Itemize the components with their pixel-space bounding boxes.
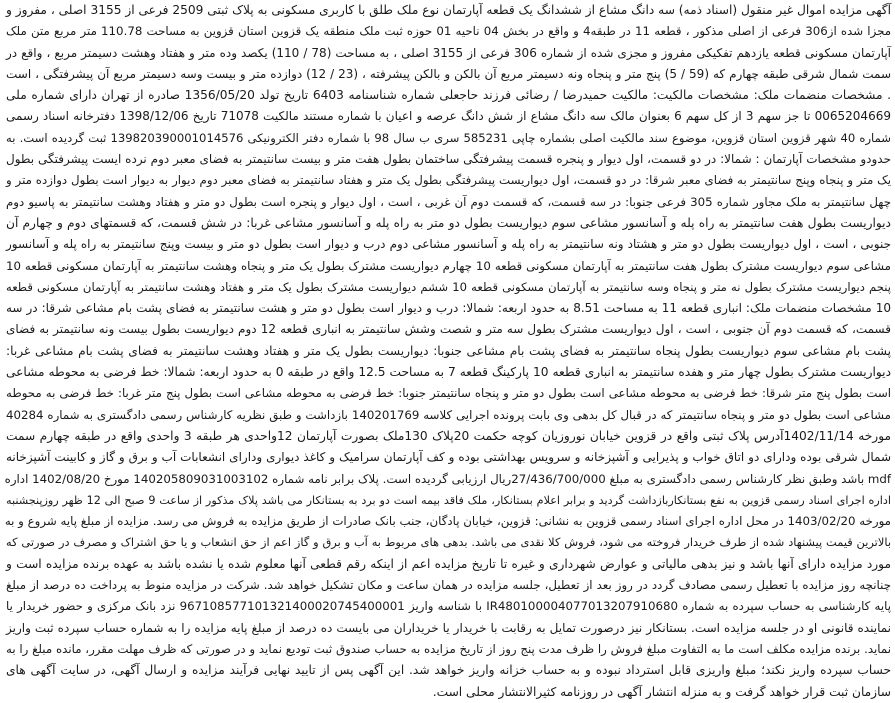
notice-line: یک متر و پنجاه وپنج سانتیمتر به فضای معبر شرقا: در دو قسمت، اول دیواریست پیشرفتگی بطول یک متر و هفتاد سانتیمتر به فضای معبر دوم دیوار به دیوار است بطول دوازده متر و: [6, 173, 891, 188]
notice-line: مورخه 1402/11/14آدرس پلاک ثبتی واقع در قزوین خیابان نوروزیان کوچه حکمت 20پلاک 130ملک بصورت آپارتمان 12واحدی هر طبقه 3 واحدی واقع در طبقه چهارم سمت: [6, 428, 892, 443]
notice-line: شمال شرقی بوده ودارای دو اتاق خواب و پذیرایی و آشپزخانه و سرویس بهداشتی بوده و کف آپارتمان سرامیک و کاغذ دیواری ودارای انشعابات آب و برق و گاز و کابینت آشپزخانه: [6, 450, 891, 465]
notice-line: . مشخصات منضمات ملک: مشخصات مالکیت: مالکیت حمیدرضا / رضائی فرزند حاجعلی شماره شناسنامه 6403 تاریخ تولد 1356/05/20 صادره از تهران دارای شماره ملی: [6, 88, 891, 103]
notice-line: پایه کارشناسی به حساب سپرده به شماره IR480100004077013207910680 با شناسه واریز 967108577101321400020745400001 نزد بانک مرکزی و حضور خریدار یا: [6, 599, 891, 614]
notice-line: دیواریست مشترک بطول چهار متر و هفده سانتیمتر به انباری قطعه 10 پارکینگ قطعه 7 به مساحت 12.5 واقع در طبقه 0 به حدود اربعه: شمالا: خط فرضی به محوطه مشاعی: [6, 365, 891, 380]
notice-line: قسمت، که قسمت دوم آن جنوبی ، است ، اول دیواریست مشترک بطول سه متر و شصت وشش سانتیمتر به انباری قطعه 12 دوم دیواریست بطول بیست ونه سانتیمتر به فضای: [6, 322, 891, 337]
notice-line: بالاترین قیمت پیشنهاد شده از طرف خریدار فروخته می شود، فروش کلا نقدی می باشد. بدهی های مربوط به آب و برق و گاز اعم از حق انشعاب و یا حق اشتراک و مصرف در صورتی که: [6, 535, 891, 550]
notice-line: آپارتمان مسکونی قطعه یازدهم تفکیکی مفروز و مجزی شده از شماره 306 فرعی از 3155 اصلی ، به مساحت (78 / 110) یکصد وده متر و هفتاد وهشت دسیمتر مربع ، واقع در: [6, 45, 892, 60]
notice-line: مشاعی است بطول دو متر و پنجاه سانتیمتر که در قبال کل بدهی وی بابت پرونده اجرایی کلاسه 140201769 بازداشت و طبق نظریه کارشناس رسمی دادگستری به شماره 40284: [6, 407, 891, 422]
notice-line: چهل سانتیمتر به ملک مجاور شماره 305 فرعی جنوبا: در سه قسمت، که قسمت دوم آن غربی ، است ، اول دیوار و پنجره است بطول دو متر و هفتاد وهشت سانتیمتر به پاسیو دوم: [6, 194, 891, 209]
notice-line: سازمان ثبت قرار خواهد گرفت و به منزله انتشار آگهی در روزنامه کثیرالانتشار محلی است.: [432, 684, 891, 699]
notice-line: 10 مشخصات منضمات ملک: انباری قطعه 11 به مساحت 8.51 به حدود اربعه: شمالا: درب و دیوار است بطول دو متر و هشت سانتیمتر به فضای پشت بام مشاعی شرقا: در سه: [6, 301, 891, 316]
notice-line: حدودو مشخصات آپارتمان : شمالا: در دو قسمت، اول دیوار و پنجره قسمت پیشرفتگی ساختمان بطول هفت متر و بیست سانتیمتر به فضای معبر دوم نرده ایست پیشرفتگی بطول: [6, 152, 891, 167]
notice-line: مورخه 1403/02/20 در محل اداره اجرای اسناد رسمی قزوین به نشانی: قزوین، خیابان پادگان، جنب بانک صادرات از طریق مزایده به فروش می رسد. مزایده از مبلغ پایه شروع و به: [4, 514, 891, 529]
notice-line: مشاعی سوم دیواریست مشترک بطول هفت سانتیمتر به آپارتمان مسکونی قطعه 10 چهارم دیواریست مشترک بطول یک متر و پنجاه وهشت سانتیمتر به آپارتمان مسکونی قطعه 10: [6, 258, 892, 273]
notice-line: مورد مزایده دارای آنها باشد و نیز بدهی مالیاتی و عوارض شهرداری و غیره تا تاریخ مزایده اعم از اینکه رقم قطعی آنها معلوم شده یا نشده باشد به عهده برنده مزایده است و: [6, 556, 891, 571]
notice-line: mdf باشد وطبق نظر کارشناس رسمی دادگستری به مبلغ 27/436/700/000ریال ارزیابی گردیده است. پلاک برابر نامه شماره 140205809031003102 مورخ 1402/08/20 اداره: [4, 471, 891, 486]
notice-line: شماره 40 شهر قزوین استان قزوین، موضوع سند مالکیت اصلی بشماره چاپی 585231 سری ب سال 98 با شماره دفتر الکترونیکی 139820390001014576 ثبت گردیده است. به: [6, 130, 892, 145]
notice-line: حساب سپرده واریز نکند؛ مبلغ واریزی قابل استرداد نبوده و به حساب خزانه واریز خواهد شد. این آگهی پس از تایید نهایی فرآیند مزایده و ارسال آگهی، در سایت آگهی های: [6, 663, 891, 678]
notice-line: پنجم دیواریست مشترک بطول نه متر و پنجاه وسه سانتیمتر به آپارتمان مسکونی قطعه 10 ششم دیواریست مشترک بطول یک متر و هفتاد وهشت سانتیمتر به آپارتمان مسکونی قطعه: [6, 279, 891, 294]
notice-line: دیواریست بطول هفت سانتیمتر به راه پله و آسانسور مشاعی سوم دیواریست بطول دو متر به راه پله و آسانسور مشاعی غربا: در شش قسمت، که قسمتهای دوم و چهارم آن: [6, 215, 891, 230]
notice-line: نماینده قانونی او در جلسه مزایده است. بستانکار نیز درصورت تمایل به رقابت با خریدار یا خریداران می بایست ده درصد از مبلغ پایه مزایده را به شماره حساب سپرده ثبت واریز: [6, 620, 891, 635]
notice-line: پشت بام مشاعی سوم دیواریست بطول پنجاه سانتیمتر به فضای پشت بام مشاعی جنوبا: دیواریست بطول یک متر و هفتاد وهشت سانتیمتر به فضای پشت بام مشاعی غربا:: [6, 343, 891, 358]
notice-line: چنانچه روز مزایده با تعطیل رسمی مصادف گردد در روز بعد از تعطیل، جلسه مزایده در همان ساعت و مکان تشکیل خواهد شد. شرکت در مزایده منوط به پرداخت ده درصد از مبلغ: [6, 578, 891, 593]
notice-line: مجزا شده از306 فرعی از اصلی مذکور ، قطعه 11 در طبقه4 و واقع در بخش 04 ناحیه 01 حوزه ثبت ملک منطقه یک قزوین استان قزوین به مساحت 110.78 متر مربع متن ملک: [6, 24, 892, 39]
notice-line: 0065204669 تا جز سهم 3 از کل سهم 6 بعنوان مالک سه دانگ مشاع از شش دانگ عرصه و اعیان با شماره مستند مالکیت 71078 تاریخ 1398/12/06 دفترخانه اسناد رسمی: [6, 109, 891, 124]
notice-line: نماید. برنده مزایده مکلف است ما به التفاوت مبلغ فروش را ظرف مدت پنج روز از تاریخ مزایده به حساب صندوق ثبت تودیع نماید و در صورتی که ظرف مهلت مقرر، مانده مبلغ را به: [6, 641, 891, 656]
notice-line: سمت شمال شرقی طبقه چهارم که (59 / 5) پنج متر و پنجاه ونه دسیمتر مربع آن بالکن و بالکن پیشرفته ، (23 / 12) دوازده متر و بیست وسه دسیمتر مربع آن پیشرفتگی ، است: [6, 66, 892, 81]
notice-line: است بطول پنج متر شرقا: خط فرضی به محوطه مشاعی است بطول دو متر و پنجاه سانتیمتر جنوبا: خط فرضی به محوطه مشاعی است بطول پنج متر غربا: خط فرضی به محوطه: [6, 386, 891, 401]
notice-line: جنوبی ، است ، اول دیواریست بطول دو متر و هشتاد ونه سانتیمتر به راه پله و آسانسور مشاعی دوم درب و دیوار است بطول دو متر و بیست وپنج سانتیمتر به راه پله و آسانسور: [6, 237, 891, 252]
notice-line: اداره اجرای اسناد رسمی قزوین به نفع بستانکاربازداشت گردید و برابر اعلام بستانکار، ملک فاقد بیمه است دو برد به بستانکار می باشد پلاک مذکور از ساعت 9 صبح الی 12 ظهر روزپنجشنبه: [6, 493, 891, 507]
notice-line: آگهی مزایده اموال غیر منقول (اسناد ذمه) سه دانگ مشاع از ششدانگ یک قطعه آپارتمان نوع ملک طلق با کاربری مسکونی به پلاک ثبتی 2509 فرعی از 3155 اصلی ، مفروز و: [6, 3, 891, 17]
